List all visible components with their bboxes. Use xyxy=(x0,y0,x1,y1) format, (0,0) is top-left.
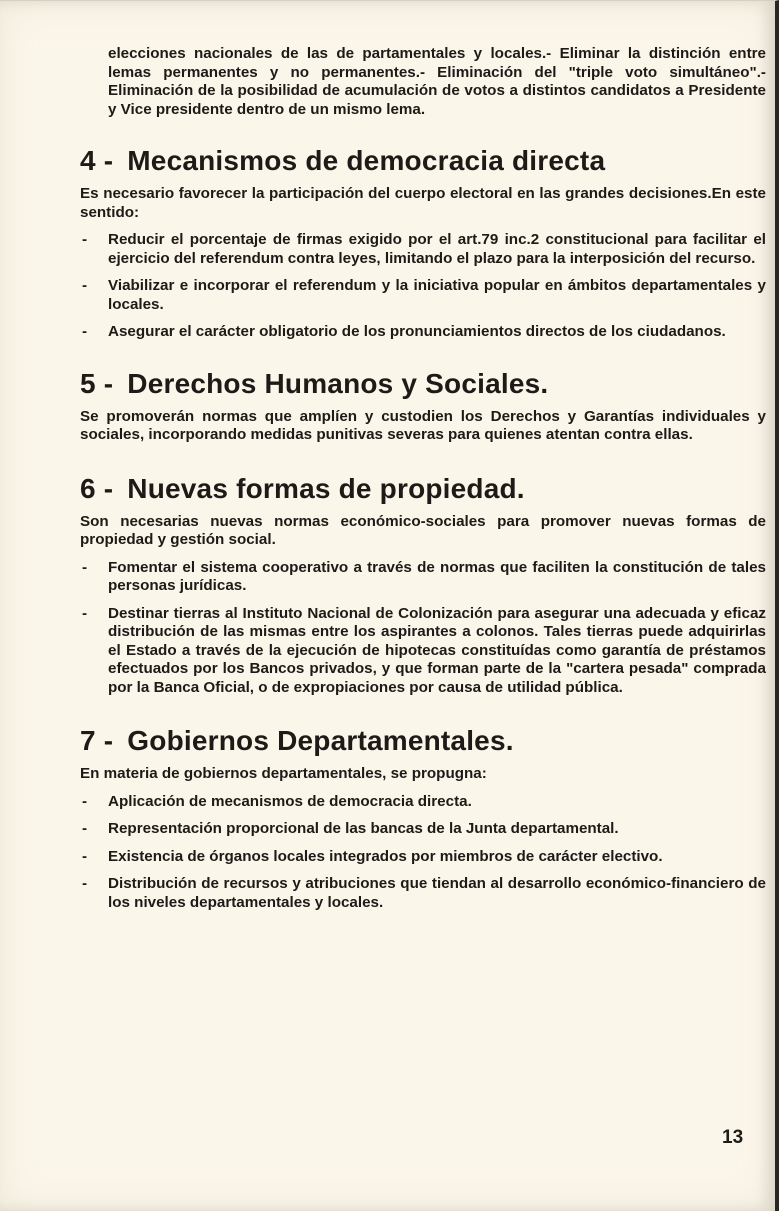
list-item xyxy=(80,323,766,342)
section-heading xyxy=(80,368,766,400)
section-title: Nuevas formas de propiedad. xyxy=(127,472,525,504)
list-item-text: Asegurar el carácter obligatorio de los pronunciamientos directos de los ciudadanos. xyxy=(108,323,726,340)
bullet-dash: - xyxy=(82,277,88,294)
bullet-dash: - xyxy=(82,604,88,622)
bullet-dash: - xyxy=(82,231,88,248)
list-item-text: Representación proporcional de las bancas de la Junta departamental. xyxy=(108,820,619,837)
list-item-text: Existencia de órganos locales integrados por miembros de carácter electivo. xyxy=(108,847,663,865)
section-7 xyxy=(80,725,766,912)
section-lead: En materia de gobiernos departamentales, se propugna: xyxy=(80,765,487,782)
section-4 xyxy=(80,145,766,342)
intro-paragraph: elecciones nacionales de las de partamentales y locales.- Eliminar la distinción entre lemas permanentes y no permanentes.- Eliminación del "triple voto simultáneo".- Eliminación de la posibilidad de acumulación de votos a distintos candidatos a Presidente y Vice presidente dentro de un mismo lema. xyxy=(108,45,766,118)
section-heading xyxy=(80,725,766,757)
bullet-dash: - xyxy=(82,558,88,576)
list-item xyxy=(80,793,766,812)
section-number: 5 - xyxy=(80,367,114,399)
section-number: 6 - xyxy=(80,472,114,504)
section-lead: Es necesario favorecer la participación del cuerpo electoral en las grandes decisiones.En este sentido: xyxy=(80,185,766,221)
section-heading xyxy=(80,145,766,177)
bullet-dash: - xyxy=(82,323,88,340)
bullet-dash: - xyxy=(82,820,88,837)
list-item xyxy=(80,848,766,867)
bullet-dash: - xyxy=(82,875,88,892)
list-item xyxy=(80,820,766,839)
list-item xyxy=(80,559,766,596)
list-item-text: Fomentar el sistema cooperativo a través de normas que faciliten la constitución de tales personas jurídicas. xyxy=(108,558,766,594)
section-title: Gobiernos Departamentales. xyxy=(127,725,514,756)
section-lead: Son necesarias nuevas normas económico-sociales para promover nuevas formas de propiedad y gestión social. xyxy=(80,512,766,548)
section-title: Derechos Humanos y Sociales. xyxy=(127,367,549,399)
list-item-text: Distribución de recursos y atribuciones que tiendan al desarrollo económico-financiero de los niveles departamentales y locales. xyxy=(108,875,766,911)
section-title: Mecanismos de democracia directa xyxy=(127,145,606,176)
section-heading xyxy=(80,473,766,505)
section-lead: Se promoverán normas que amplíen y custodien los Derechos y Garantías individuales y sociales, incorporando medidas punitivas severas para quienes atentan contra ellas. xyxy=(80,407,766,443)
section-number: 7 - xyxy=(80,725,114,756)
list-item-text: Reducir el porcentaje de firmas exigido por el art.79 inc.2 constitucional para facilitar el ejercicio del referendum contra leyes, limitando el plazo para la interposición del recurso. xyxy=(108,231,766,267)
list-item xyxy=(80,277,766,314)
bullet-dash: - xyxy=(82,847,88,865)
list-item-text: Aplicación de mecanismos de democracia directa. xyxy=(108,792,472,810)
list-item-text: Destinar tierras al Instituto Nacional de Colonización para asegurar una adecuada y eficaz distribución de las mismas entre los aspirantes a colonos. Tales tierras puede adquirirlas el Estado a través de la ejecución de hipotecas constituídas como garantía de préstamos efectuados por los Bancos privados, y que forman parte de la "cartera pesada" comprada por la Banca Oficial, o de expropiaciones por causa de utilidad pública. xyxy=(108,604,766,696)
page-number: 13 xyxy=(722,1127,744,1148)
list-item xyxy=(80,231,766,268)
list-item-text: Viabilizar e incorporar el referendum y la iniciativa popular en ámbitos departamentales y locales. xyxy=(108,277,766,313)
list-item xyxy=(80,875,766,912)
page-content xyxy=(80,45,766,921)
bullet-dash: - xyxy=(82,792,88,810)
section-6 xyxy=(80,473,766,698)
section-5 xyxy=(80,368,766,445)
section-number: 4 - xyxy=(80,145,114,176)
list-item xyxy=(80,605,766,698)
